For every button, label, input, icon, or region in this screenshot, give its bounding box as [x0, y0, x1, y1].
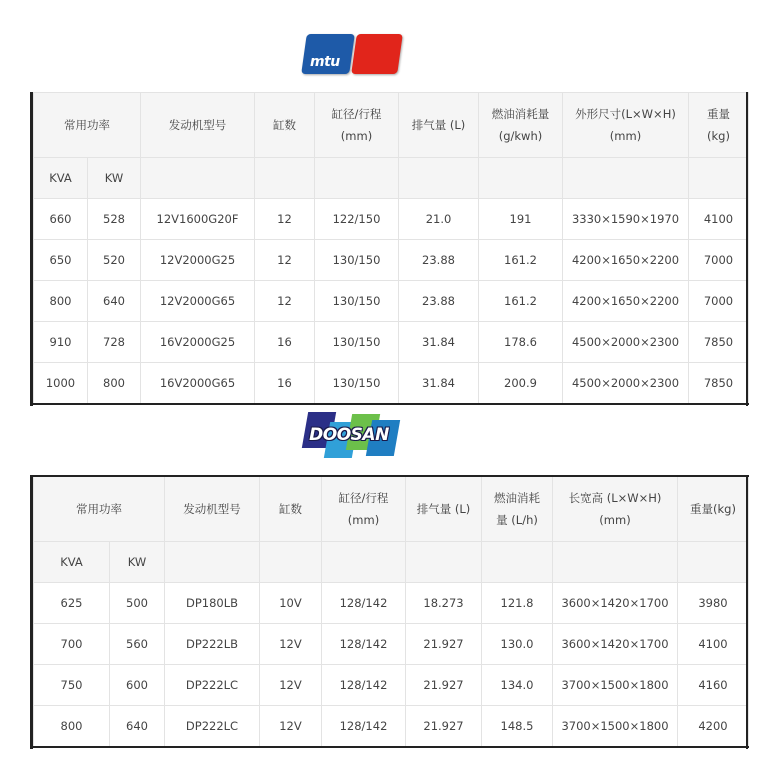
cell-fuel: 161.2 — [479, 240, 563, 281]
header-engine-model: 发动机型号 — [165, 477, 260, 542]
cell-bore: 130/150 — [315, 240, 399, 281]
header-weight: 重量 (kg) — [689, 93, 749, 158]
mtu-logo-text: mtu — [310, 54, 340, 70]
cell-dimensions: 3700×1500×1800 — [553, 706, 678, 747]
cell-weight: 7000 — [689, 281, 749, 322]
cell-cylinders: 12 — [255, 199, 315, 240]
cell-model: DP222LC — [165, 665, 260, 706]
cell-fuel: 178.6 — [479, 322, 563, 363]
cell-displacement: 18.273 — [406, 583, 482, 624]
table-row — [34, 706, 749, 747]
cell-fuel: 134.0 — [482, 665, 553, 706]
cell-dimensions: 3700×1500×1800 — [553, 665, 678, 706]
cell-cylinders: 12V — [260, 624, 322, 665]
header-bore-stroke: 缸径/行程 (mm) — [315, 93, 399, 158]
cell-kw: 800 — [88, 363, 141, 404]
mtu-table-left-rule — [30, 92, 33, 406]
header-kw: KW — [110, 542, 165, 583]
table-row — [34, 322, 749, 363]
cell-cylinders: 10V — [260, 583, 322, 624]
header-kva: KVA — [34, 158, 88, 199]
cell-kva: 800 — [34, 281, 88, 322]
cell-model: DP222LB — [165, 624, 260, 665]
header-dimensions: 长宽高 (L×W×H)(mm) — [553, 477, 678, 542]
cell-cylinders: 12 — [255, 281, 315, 322]
cell-weight: 7850 — [689, 363, 749, 404]
header-bore-stroke: 缸径/行程 (mm) — [322, 477, 406, 542]
cell-weight: 4200 — [678, 706, 749, 747]
cell-displacement: 23.88 — [399, 281, 479, 322]
cell-kva: 660 — [34, 199, 88, 240]
cell-bore: 128/142 — [322, 665, 406, 706]
cell-bore: 128/142 — [322, 624, 406, 665]
cell-kw: 560 — [110, 624, 165, 665]
header-fuel-consumption: 燃油消耗 量 (L/h) — [482, 477, 553, 542]
cell-kva: 625 — [34, 583, 110, 624]
cell-dimensions: 3600×1420×1700 — [553, 624, 678, 665]
cell-kva: 1000 — [34, 363, 88, 404]
cell-cylinders: 16 — [255, 322, 315, 363]
cell-cylinders: 12 — [255, 240, 315, 281]
header-kva: KVA — [34, 542, 110, 583]
cell-dimensions: 4200×1650×2200 — [563, 240, 689, 281]
table-subheader-row — [34, 158, 749, 199]
cell-model: 12V2000G25 — [141, 240, 255, 281]
header-dimensions: 外形尺寸(L×W×H) (mm) — [563, 93, 689, 158]
cell-model: DP222LC — [165, 706, 260, 747]
cell-kw: 520 — [88, 240, 141, 281]
header-cylinders: 缸数 — [255, 93, 315, 158]
table-header-row — [34, 93, 749, 158]
cell-kva: 750 — [34, 665, 110, 706]
table-row — [34, 665, 749, 706]
cell-dimensions: 4200×1650×2200 — [563, 281, 689, 322]
cell-bore: 128/142 — [322, 583, 406, 624]
cell-kw: 640 — [110, 706, 165, 747]
cell-kw: 500 — [110, 583, 165, 624]
cell-fuel: 191 — [479, 199, 563, 240]
cell-dimensions: 4500×2000×2300 — [563, 363, 689, 404]
cell-displacement: 31.84 — [399, 363, 479, 404]
header-cylinders: 缸数 — [260, 477, 322, 542]
cell-weight: 7000 — [689, 240, 749, 281]
header-displacement: 排气量 (L) — [399, 93, 479, 158]
mtu-spec-table — [33, 92, 749, 404]
cell-model: DP180LB — [165, 583, 260, 624]
table-row — [34, 583, 749, 624]
header-engine-model: 发动机型号 — [141, 93, 255, 158]
cell-weight: 4160 — [678, 665, 749, 706]
cell-model: 12V2000G65 — [141, 281, 255, 322]
table-row — [34, 363, 749, 404]
mtu-logo-red-block — [351, 34, 403, 74]
cell-fuel: 130.0 — [482, 624, 553, 665]
cell-kw: 600 — [110, 665, 165, 706]
cell-weight: 7850 — [689, 322, 749, 363]
table-row — [34, 240, 749, 281]
cell-weight: 4100 — [689, 199, 749, 240]
table-header-row — [34, 477, 749, 542]
cell-cylinders: 12V — [260, 665, 322, 706]
cell-bore: 128/142 — [322, 706, 406, 747]
table-row — [34, 281, 749, 322]
cell-dimensions: 3600×1420×1700 — [553, 583, 678, 624]
cell-kva: 700 — [34, 624, 110, 665]
cell-kw: 640 — [88, 281, 141, 322]
mtu-logo — [304, 33, 402, 75]
cell-displacement: 21.0 — [399, 199, 479, 240]
cell-bore: 130/150 — [315, 363, 399, 404]
cell-fuel: 148.5 — [482, 706, 553, 747]
header-displacement: 排气量 (L) — [406, 477, 482, 542]
doosan-table-left-rule — [30, 475, 33, 749]
header-fuel-consumption: 燃油消耗量 (g/kwh) — [479, 93, 563, 158]
cell-kva: 800 — [34, 706, 110, 747]
cell-kw: 528 — [88, 199, 141, 240]
cell-fuel: 121.8 — [482, 583, 553, 624]
cell-displacement: 31.84 — [399, 322, 479, 363]
cell-displacement: 21.927 — [406, 624, 482, 665]
table-row — [34, 624, 749, 665]
cell-model: 16V2000G65 — [141, 363, 255, 404]
cell-displacement: 21.927 — [406, 706, 482, 747]
table-row — [34, 199, 749, 240]
header-power: 常用功率 — [34, 477, 165, 542]
doosan-logo — [299, 412, 399, 458]
doosan-spec-table — [33, 476, 749, 747]
cell-bore: 130/150 — [315, 322, 399, 363]
cell-displacement: 23.88 — [399, 240, 479, 281]
doosan-logo-text: DOOSAN — [309, 425, 389, 445]
cell-cylinders: 12V — [260, 706, 322, 747]
cell-cylinders: 16 — [255, 363, 315, 404]
cell-kw: 728 — [88, 322, 141, 363]
cell-kva: 910 — [34, 322, 88, 363]
cell-dimensions: 3330×1590×1970 — [563, 199, 689, 240]
cell-weight: 3980 — [678, 583, 749, 624]
cell-bore: 130/150 — [315, 281, 399, 322]
cell-bore: 122/150 — [315, 199, 399, 240]
header-kw: KW — [88, 158, 141, 199]
cell-weight: 4100 — [678, 624, 749, 665]
header-power: 常用功率 — [34, 93, 141, 158]
cell-kva: 650 — [34, 240, 88, 281]
cell-model: 12V1600G20F — [141, 199, 255, 240]
cell-dimensions: 4500×2000×2300 — [563, 322, 689, 363]
table-subheader-row — [34, 542, 749, 583]
cell-model: 16V2000G25 — [141, 322, 255, 363]
cell-displacement: 21.927 — [406, 665, 482, 706]
cell-fuel: 161.2 — [479, 281, 563, 322]
header-weight: 重量(kg) — [678, 477, 749, 542]
cell-fuel: 200.9 — [479, 363, 563, 404]
